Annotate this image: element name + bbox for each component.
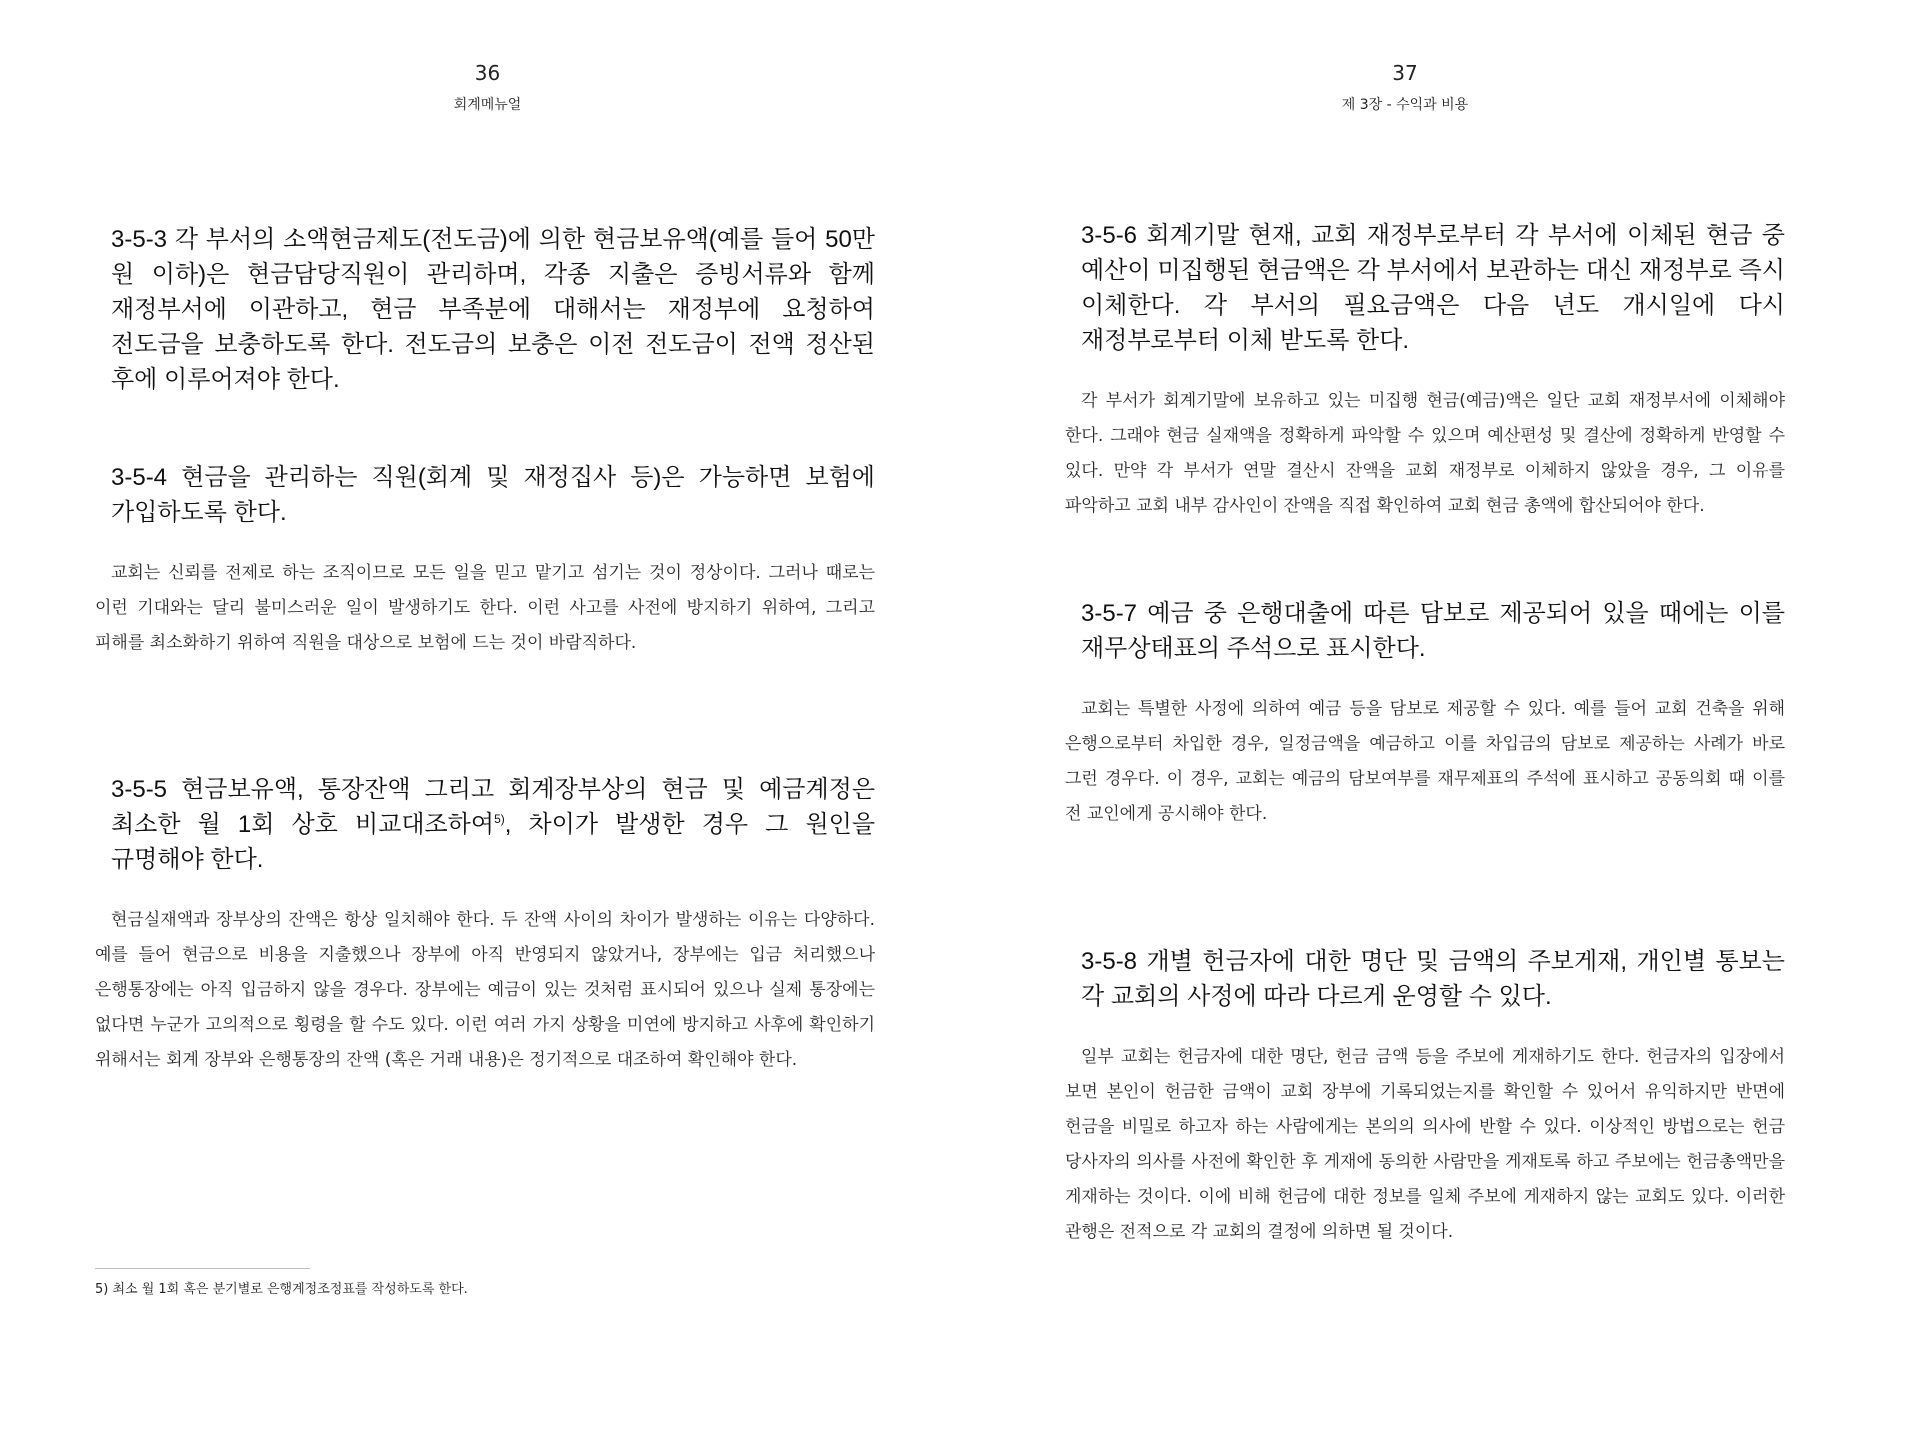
- section-heading: 3-5-6 회계기말 현재, 교회 재정부로부터 각 부서에 이체된 현금 중 예산이 미집행된 현금액은 각 부서에서 보관하는 대신 재정부로 즉시 이체한다. 각 부서의 필요금액은 다음 년도 개시일에 다시 재정부로부터 이체 받도록 한다.: [1081, 222, 1785, 354]
- section-heading-part: 3-5-5 현금보유액, 통장잔액 그리고 회계장부상의 현금 및 예금계정은 최소한 월 1회 상호 비교대조하여: [111, 776, 875, 838]
- page-header: [0, 60, 960, 116]
- section-heading-part: , 차이가 발생한 경우 그 원인을 규명해야 한다.: [111, 811, 875, 873]
- section-heading: 3-5-8 개별 헌금자에 대한 명단 및 금액의 주보게재, 개인별 통보는 각 교회의 사정에 따라 다르게 운영할 수 있다.: [1081, 948, 1785, 1010]
- section-heading: 3-5-3 각 부서의 소액현금제도(전도금)에 의한 현금보유액(예를 들어 50만 원 이하)은 현금담당직원이 관리하며, 각종 지출은 증빙서류와 함께 재정부서에 이관하고, 현금 부족분에 대해서는 재정부에 요청하여 전도금을 보충하도록 한다. 전도금의 보충은 이전 전도금이 전액 정산된 후에 이루어져야 한다.: [111, 226, 875, 393]
- footnote: 5) 최소 월 1회 혹은 분기별로 은행계정조정표를 작성하도록 한다.: [95, 1282, 468, 1297]
- section-body: 현금실재액과 장부상의 잔액은 항상 일치해야 한다. 두 잔액 사이의 차이가 발생하는 이유는 다양하다. 예를 들어 현금으로 비용을 지출했으나 장부에 아직 반영되지 않았거나, 장부에는 입금 처리했으나 은행통장에는 아직 입금하지 않을 경우다. 장부에는 예금이 있는 것처럼 표시되어 있으나 실제 통장에는 없다면 누군가 고의적으로 횡령을 할 수도 있다. 이런 여러 가지 상황을 미연에 방지하고 사후에 확인하기 위해서는 회계 장부와 은행통장의 잔액 (혹은 거래 내용)은 정기적으로 대조하여 확인해야 한다.: [95, 910, 875, 1070]
- page-number: 37: [1392, 61, 1418, 85]
- right-page: [960, 0, 1920, 1434]
- section-3-5-6: [1065, 218, 1785, 524]
- running-title: 제 3장 - 수익과 비용: [1341, 97, 1469, 113]
- section-body: 일부 교회는 헌금자에 대한 명단, 헌금 금액 등을 주보에 게재하기도 한다. 헌금자의 입장에서 보면 본인이 헌금한 금액이 교회 장부에 기록되었는지를 확인할 수 있어서 유익하지만 반면에 헌금을 비밀로 하고자 하는 사람에게는 본의의 의사에 반할 수 있다. 이상적인 방법으로는 헌금 당사자의 의사를 사전에 확인한 후 게재에 동의한 사람만을 게재토록 하고 주보에는 헌금총액만을 게재하는 것이다. 이에 비해 헌금에 대한 정보를 일체 주보에 게재하지 않는 교회도 있다. 이러한 관행은 전적으로 각 교회의 결정에 의하면 될 것이다.: [1065, 1047, 1785, 1242]
- footnote-divider: [95, 1268, 310, 1269]
- section-3-5-8: [1065, 944, 1785, 1250]
- section-heading: 3-5-7 예금 중 은행대출에 따른 담보로 제공되어 있을 때에는 이를 재무상태표의 주석으로 표시한다.: [1081, 600, 1785, 662]
- running-title: 회계메뉴얼: [453, 97, 522, 113]
- page-number: 36: [474, 61, 501, 85]
- section-3-5-3: [95, 222, 875, 397]
- section-heading: 3-5-4 현금을 관리하는 직원(회계 및 재정집사 등)은 가능하면 보험에 가입하도록 한다.: [111, 464, 875, 526]
- section-3-5-4: [95, 460, 875, 661]
- section-body: 교회는 특별한 사정에 의하여 예금 등을 담보로 제공할 수 있다. 예를 들어 교회 건축을 위해 은행으로부터 차입한 경우, 일정금액을 예금하고 이를 차입금의 담보로 제공하는 사례가 바로 그런 경우다. 이 경우, 교회는 예금의 담보여부를 재무제표의 주석에 표시하고 공동의회 때 이를 전 교인에게 공시해야 한다.: [1065, 699, 1785, 824]
- section-3-5-5: [95, 772, 875, 1078]
- section-heading: [95, 772, 875, 877]
- section-body: 각 부서가 회계기말에 보유하고 있는 미집행 현금(예금)액은 일단 교회 재정부서에 이체해야 한다. 그래야 현금 실재액을 정확하게 파악할 수 있으며 예산편성 및 결산에 정확하게 반영할 수 있다. 만약 각 부서가 연말 결산시 잔액을 교회 재정부로 이체하지 않았을 경우, 그 이유를 파악하고 교회 내부 감사인이 잔액을 직접 확인하여 교회 현금 총액에 합산되어야 한다.: [1065, 391, 1785, 516]
- page-header: [960, 60, 1920, 116]
- section-body: 교회는 신뢰를 전제로 하는 조직이므로 모든 일을 믿고 맡기고 섬기는 것이 정상이다. 그러나 때로는 이런 기대와는 달리 불미스러운 일이 발생하기도 한다. 이런 사고를 사전에 방지하기 위하여, 그리고 피해를 최소화하기 위하여 직원을 대상으로 보험에 드는 것이 바람직하다.: [95, 563, 875, 653]
- section-3-5-7: [1065, 596, 1785, 832]
- footnote-reference: 5): [494, 812, 505, 826]
